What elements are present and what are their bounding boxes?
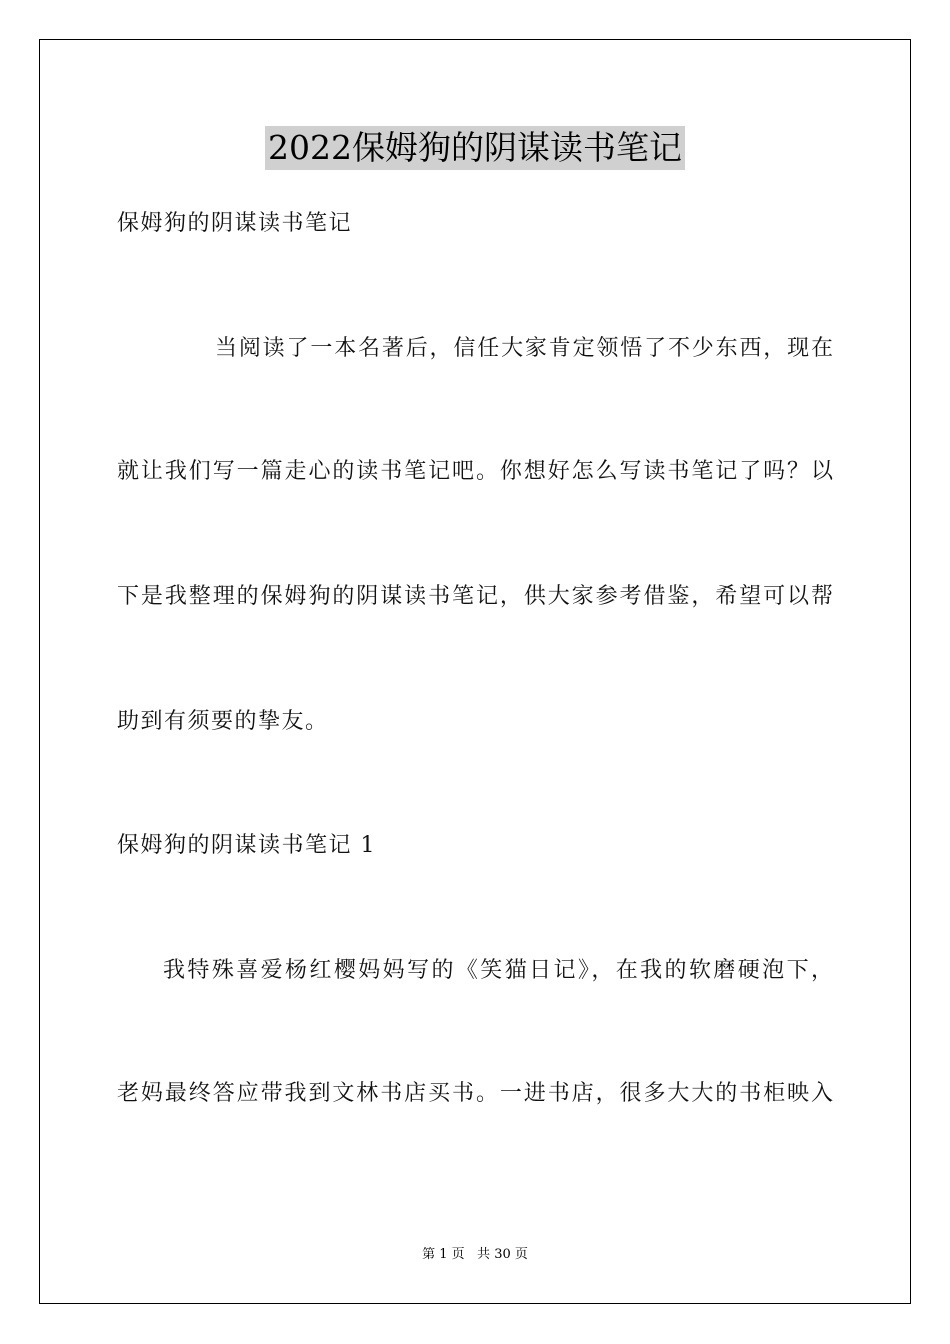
document-title: 2022保姆狗的阴谋读书笔记 bbox=[265, 126, 685, 170]
section-heading: 保姆狗的阴谋读书笔记 1 bbox=[117, 833, 376, 858]
section-line: 我特殊喜爱杨红樱妈妈写的《笑猫日记》，在我的软磨硬泡下， bbox=[163, 958, 833, 983]
intro-line: 下是我整理的保姆狗的阴谋读书笔记，供大家参考借鉴，希望可以帮 bbox=[117, 584, 833, 609]
intro-line: 助到有须要的挚友。 bbox=[117, 709, 329, 734]
page-footer bbox=[0, 1246, 950, 1264]
intro-line: 就让我们写一篇走心的读书笔记吧。你想好怎么写读书笔记了吗？以 bbox=[117, 459, 833, 484]
title-wrap bbox=[0, 126, 950, 170]
document-subtitle: 保姆狗的阴谋读书笔记 bbox=[117, 211, 353, 236]
page-number: 第 1 页 共 30 页 bbox=[422, 1247, 528, 1262]
section-line: 老妈最终答应带我到文林书店买书。一进书店，很多大大的书柜映入 bbox=[117, 1081, 833, 1106]
intro-line: 当阅读了一本名著后，信任大家肯定领悟了不少东西，现在 bbox=[215, 336, 833, 361]
